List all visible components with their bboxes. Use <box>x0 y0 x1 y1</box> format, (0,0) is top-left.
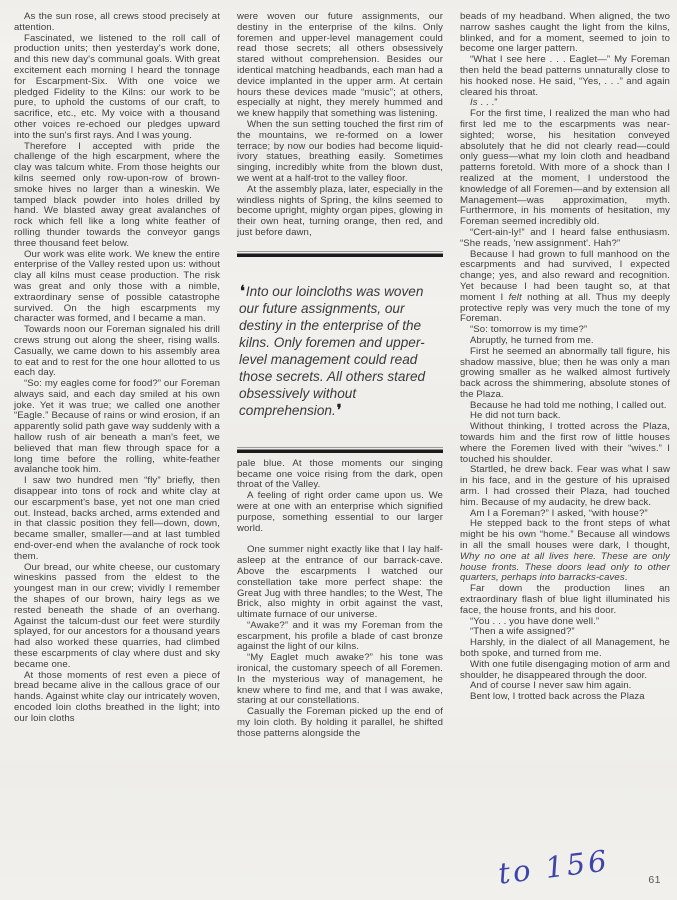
paragraph: At the assembly plaza, later, especially in the windless nights of Spring, the kilns seemed to become upright, mighty organ pipes, glowing in their own heat, turning orange, then red, and just before dawn, <box>237 183 443 238</box>
paragraph: He stepped back to the front steps of what might be his own “home.” Because all windows in all the small houses were dark, I thought, Why no one at all lives here. These are only house fronts. These doors lead only to other quarters, perhaps into barracks-caves. <box>460 518 670 584</box>
paragraph: Bent low, I trotted back across the Plaza <box>470 691 645 703</box>
paragraph: And of course I never saw him again. <box>470 680 632 692</box>
open-quote-icon: ❛ <box>240 282 245 300</box>
paragraph: Our bread, our white cheese, our customary wineskins passed from the eldest to the youngest man in our crew; vividly I remember the shapes of our brown, hairy legs as we rested beneath the shade of an overhang. Against the talcum-dust our feet were sturdily splayed, for our ancestors for a thousand years had also worked these quarries, had climbed these escarpments of clay where dust and sky became one. <box>14 561 220 670</box>
paragraph: First he seemed an abnormally tall figure, his shadow massive, blue; then he was only a man growing smaller as he walked almost furtively back across the shimmering, absolute stones of the Plaza. <box>460 345 670 400</box>
paragraph: Our work was elite work. We knew the entire enterprise of the Valley rested upon us: without clay all kilns must cease production. The risk was great and only those with a nimble, extraordinary sense of possible catastrophe survived. On the high escarpments my character was formed, and I became a man. <box>14 248 220 325</box>
paragraph: Towards noon our Foreman signaled his drill crews strung out along the sheer, rising walls. Casually, we came down to his assembly area to eat and to rest for the one hour allotted to us each day. <box>14 324 220 379</box>
paragraph: Abruptly, he turned from me. <box>470 334 594 346</box>
paragraph: “Awake?” and it was my Foreman from the escarpment, his profile a blade of cast bronze against the light of our kilns. <box>237 619 443 653</box>
paragraph: “You . . . you have done well.” <box>470 615 600 627</box>
paragraph: Therefore I accepted with pride the challenge of the high escarpment, where the clay was talcum white. From those heights our kilns seemed only row-upon-row of brown-smoke hives no larger than a wineskin. We tamped black powder into holes drilled by hand. We blasted away great avalanches of rock which fell like a long white feather of rolling thunder towards the conveyor gangs three thousand feet below. <box>14 140 220 249</box>
paragraph: For the first time, I realized the man who had first led me to the escarpments was near-sighted; worse, his hesitation conveyed absolutely that he did not clearly read—could only guess—what my loin cloth and headband patterns foretold. With more of a shock than I realized at the moment, I understood the knowledge of all Foremen—and by extension all Management—was approximation, myth. Furthermore, in his moments of hesitation, my Foreman seemed incredibly old. <box>460 108 670 228</box>
paragraph: Harshly, in the dialect of all Management, he both spoke, and turned from me. <box>460 637 670 660</box>
paragraph: pale blue. At those moments our singing became one voice rising from the dark, open throat of the Valley. <box>237 457 443 491</box>
text-column-2 <box>237 12 443 740</box>
paragraph: Without thinking, I trotted across the Plaza, towards him and the first row of little houses where the Foremen lived with their “wives.” I touched his shoulder. <box>460 421 670 465</box>
paragraph: “So: my eagles come for food?” our Foreman always said, and each day smiled at his own joke. Yet it was true; we called one another “Eagle.” Because of rains or wind erosion, if an apparently solid path gave way suddenly with a hallow rush of air beneath a man's feet, we believed that man flew through space for a long time before the rolling, white-feather avalanche took him. <box>14 378 220 476</box>
paragraph: Am I a Foreman?” I asked, “with house?” <box>470 507 648 519</box>
page-number: 61 <box>648 874 661 886</box>
paragraph: Because he had told me nothing, I called out. <box>470 399 667 411</box>
paragraph: “What I see here . . . Eaglet—” My Foreman then held the bead patterns unnaturally close to his hooked nose. He said, “Yes, . . .” and again cleared his throat. <box>460 54 670 98</box>
paragraph: beads of my headband. When aligned, the two narrow sashes caught the light from the kilns, blinked, and for a moment, seemed to join to become one larger pattern. <box>460 11 670 55</box>
paragraph: were woven our future assignments, our destiny in the enterprise of the kilns. Only foremen and upper-level management could read those secrets; all others obsessively stared without comprehension. Besides our identical matching headbands, each man had a device implanted in the upper arm. At certain hours these devices made “music”; at others, especially at night, they merely hummed and we knew happily that something was listening. <box>237 11 443 120</box>
pull-quote <box>237 251 443 453</box>
paragraph: Is . . .” <box>470 97 498 109</box>
paragraph: As the sun rose, all crews stood precisely at attention. <box>14 11 220 33</box>
paragraph: Far down the production lines an extraordinary flash of blue light illuminated his face, the house fronts, and his door. <box>460 583 670 616</box>
paragraph: Because I had grown to full manhood on the escarpments and had survived, I expected change; yes, and also reward and recognition. Yet because I had been taught so, at that moment I felt nothing at all. Thus my deeply protective reply was very much the tone of my Foreman. <box>460 248 670 325</box>
text-column-1 <box>14 12 220 740</box>
text-column-3 <box>460 12 670 740</box>
paragraph: Casually the Foreman picked up the end of my loin cloth. By holding it parallel, he shifted those patterns alongside the <box>237 706 443 739</box>
pull-quote-rule-bottom <box>237 447 443 453</box>
paragraph: Fascinated, we listened to the roll call of production units; then yesterday's work done, and this new day's communal goals. With great excitement each morning I heard the tonnage for Escarpment-Six. With one voice we pledged Fidelity to the Kilns: our work to be pure, to uphold the customs of our craft, to sacrifice, etc., etc. My voice with a thousand other voices re-echoed our pledges upward into the sun's first rays. And I was young. <box>14 32 220 141</box>
paragraph: When the sun setting touched the first rim of the mountains, we re-formed on a lower terrace; by now our bodies had become liquid-ivory statues, breathing easily. Sometimes singing, incredibly white from the blown dust, we went at a half-trot to the valley floor. <box>237 118 443 184</box>
text-columns <box>14 12 670 740</box>
paragraph: With one futile disengaging motion of arm and shoulder, he disappeared through the door. <box>460 658 670 681</box>
paragraph: Startled, he drew back. Fear was what I saw in his face, and in the gesture of his upraised arm. I had crossed their Plaza, had touched him. Because of my audacity, he drew back. <box>460 464 670 508</box>
paragraph: “So: tomorrow is my time?” <box>470 324 588 336</box>
paragraph: One summer night exactly like that I lay half-asleep at the entrance of our barrack-cave. Above the escarpments I watched our constellation take more perfect shape: the Great Jug with three handles; to the West, The Brick, also mighty in orbit against the vast, ultimate furnace of our universe. <box>237 544 443 621</box>
pull-quote-text: ❛Into our loincloths was woven our future assignments, our destiny in the enterprise of the kilns. Only foremen and upper-level management could read those secrets. All others stared obsessively without comprehension.❜ <box>239 282 426 419</box>
handwritten-note: to 156 <box>496 843 612 891</box>
paragraph: A feeling of right order came upon us. We were at one with an enterprise which signified purpose, something essential to our larger world. <box>237 490 443 534</box>
close-quote-icon: ❜ <box>336 401 342 419</box>
paragraph: “Then a wife assigned?” <box>470 626 575 638</box>
paragraph: “Cert-ain-ly!” and I heard false enthusiasm. “She reads, 'new assignment'. Hah?” <box>460 226 670 249</box>
paragraph: He did not turn back. <box>470 410 561 422</box>
paragraph: I saw two hundred men “fly” briefly, then disappear into tons of rock and white clay at our escarpment's base, yet not one man cried out. Instead, backs arched, arms extended and in that classic position they fell—down, down, became smaller, smaller—and at last tumbled end-over-end when the avalanche of rock took them. <box>14 475 220 562</box>
paragraph: “My Eaglet much awake?” his tone was ironical, the customary speech of all Foremen. In the mysterious way of management, he knew where to find me, and that I was awake, staring at our constellations. <box>237 652 443 707</box>
paragraph: At those moments of rest even a piece of bread became alive in the callous grace of our hands. Against white clay our intricately woven, encoded loin cloths breathed in the light; into our loin cloths <box>14 669 220 724</box>
